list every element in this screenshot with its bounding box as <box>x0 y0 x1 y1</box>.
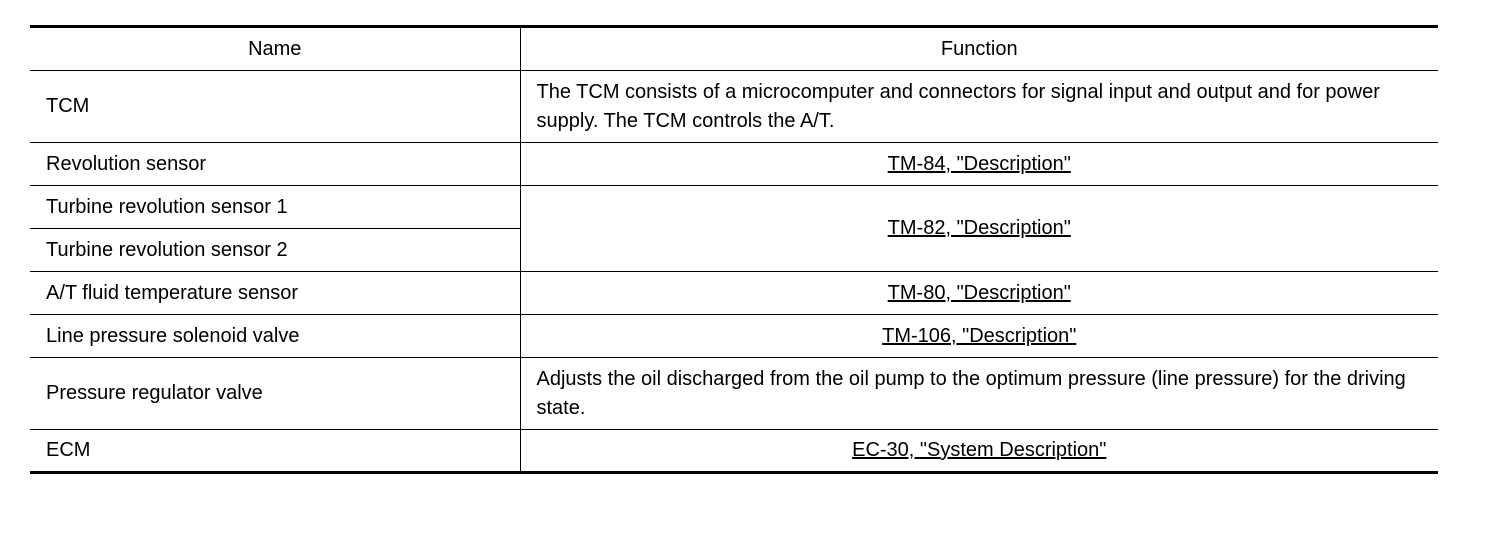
row-name-turbine-sensor-1: Turbine revolution sensor 1 <box>30 186 520 229</box>
header-row <box>30 27 1438 71</box>
row-name-fluid-temp-sensor: A/T fluid temperature sensor <box>30 272 520 315</box>
link-tm-106[interactable]: TM-106, "Description" <box>882 324 1077 347</box>
link-tm-82[interactable]: TM-82, "Description" <box>887 217 1071 239</box>
table-row <box>30 358 1438 430</box>
row-name-revolution-sensor: Revolution sensor <box>30 143 520 186</box>
link-ec-30[interactable]: EC-30, "System Description" <box>852 439 1107 461</box>
table-row <box>30 71 1438 143</box>
table-row <box>30 272 1438 315</box>
header-name: Name <box>30 27 520 71</box>
table-row <box>30 315 1438 358</box>
row-function-line-pressure-valve <box>520 315 1438 358</box>
component-function-table <box>30 25 1438 474</box>
row-name-turbine-sensor-2: Turbine revolution sensor 2 <box>30 229 520 272</box>
link-tm-80[interactable]: TM-80, "Description" <box>887 281 1071 304</box>
table-row <box>30 430 1438 473</box>
table-row <box>30 143 1438 186</box>
row-function-fluid-temp-sensor <box>520 272 1438 315</box>
row-function-tcm: The TCM consists of a microcomputer and connectors for signal input and output and for power supply. The TCM controls the A/T. <box>520 71 1438 143</box>
row-function-ecm <box>520 430 1438 473</box>
row-name-tcm: TCM <box>30 71 520 143</box>
header-function: Function <box>520 27 1438 71</box>
row-name-ecm: ECM <box>30 430 520 473</box>
link-tm-84[interactable]: TM-84, "Description" <box>887 152 1071 175</box>
row-name-pressure-regulator: Pressure regulator valve <box>30 358 520 430</box>
row-function-pressure-regulator: Adjusts the oil discharged from the oil pump to the optimum pressure (line pressure) for the driving state. <box>520 358 1438 430</box>
row-name-line-pressure-valve: Line pressure solenoid valve <box>30 315 520 358</box>
row-function-revolution-sensor <box>520 143 1438 186</box>
row-function-turbine-sensors <box>520 186 1438 272</box>
table-row <box>30 186 1438 229</box>
